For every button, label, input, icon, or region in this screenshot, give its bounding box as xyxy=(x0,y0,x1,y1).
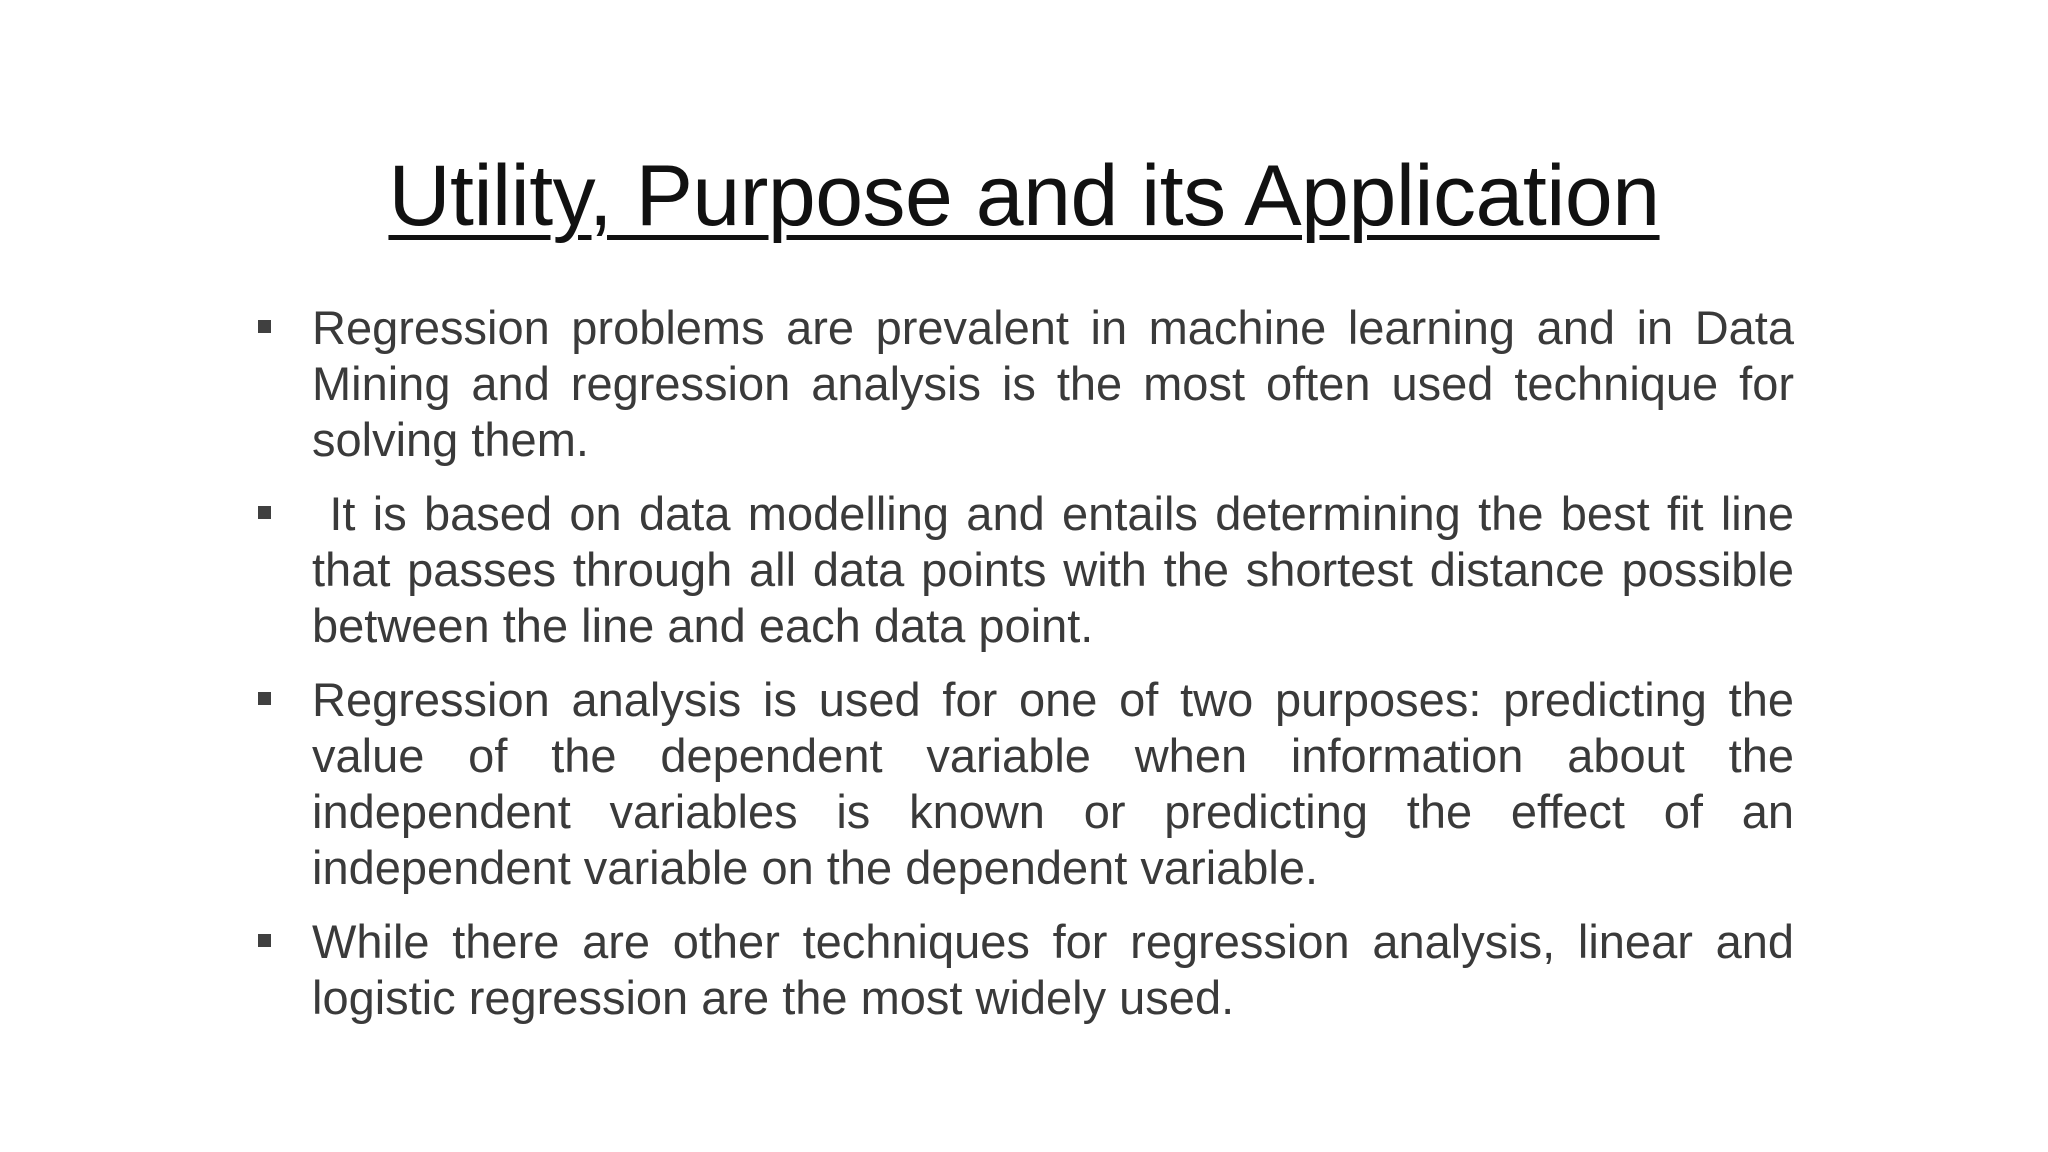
square-bullet-icon xyxy=(258,506,271,519)
bullet-list xyxy=(254,300,1808,1044)
bullet-text: Regression problems are prevalent in machine learning and in Data Mining and regression analysis is the most often used technique for solving them. xyxy=(312,301,1794,466)
square-bullet-icon xyxy=(258,692,271,705)
bullet-item xyxy=(254,914,1794,1026)
bullet-item xyxy=(254,300,1794,468)
bullet-text: It is based on data modelling and entails determining the best fit line that passes through all data points with the shortest distance possible between the line and each data point. xyxy=(312,487,1808,652)
square-bullet-icon xyxy=(258,320,271,333)
bullet-text: Regression analysis is used for one of two purposes: predicting the value of the dependent variable when information about the independent variables is known or predicting the effect of an independent variable on the dependent variable. xyxy=(312,673,1794,894)
bullet-text: While there are other techniques for regression analysis, linear and logistic regression are the most widely used. xyxy=(312,915,1794,1024)
square-bullet-icon xyxy=(258,934,271,947)
bullet-item xyxy=(254,672,1794,896)
bullet-item xyxy=(254,486,1808,654)
slide-title: Utility, Purpose and its Application xyxy=(388,148,1660,244)
